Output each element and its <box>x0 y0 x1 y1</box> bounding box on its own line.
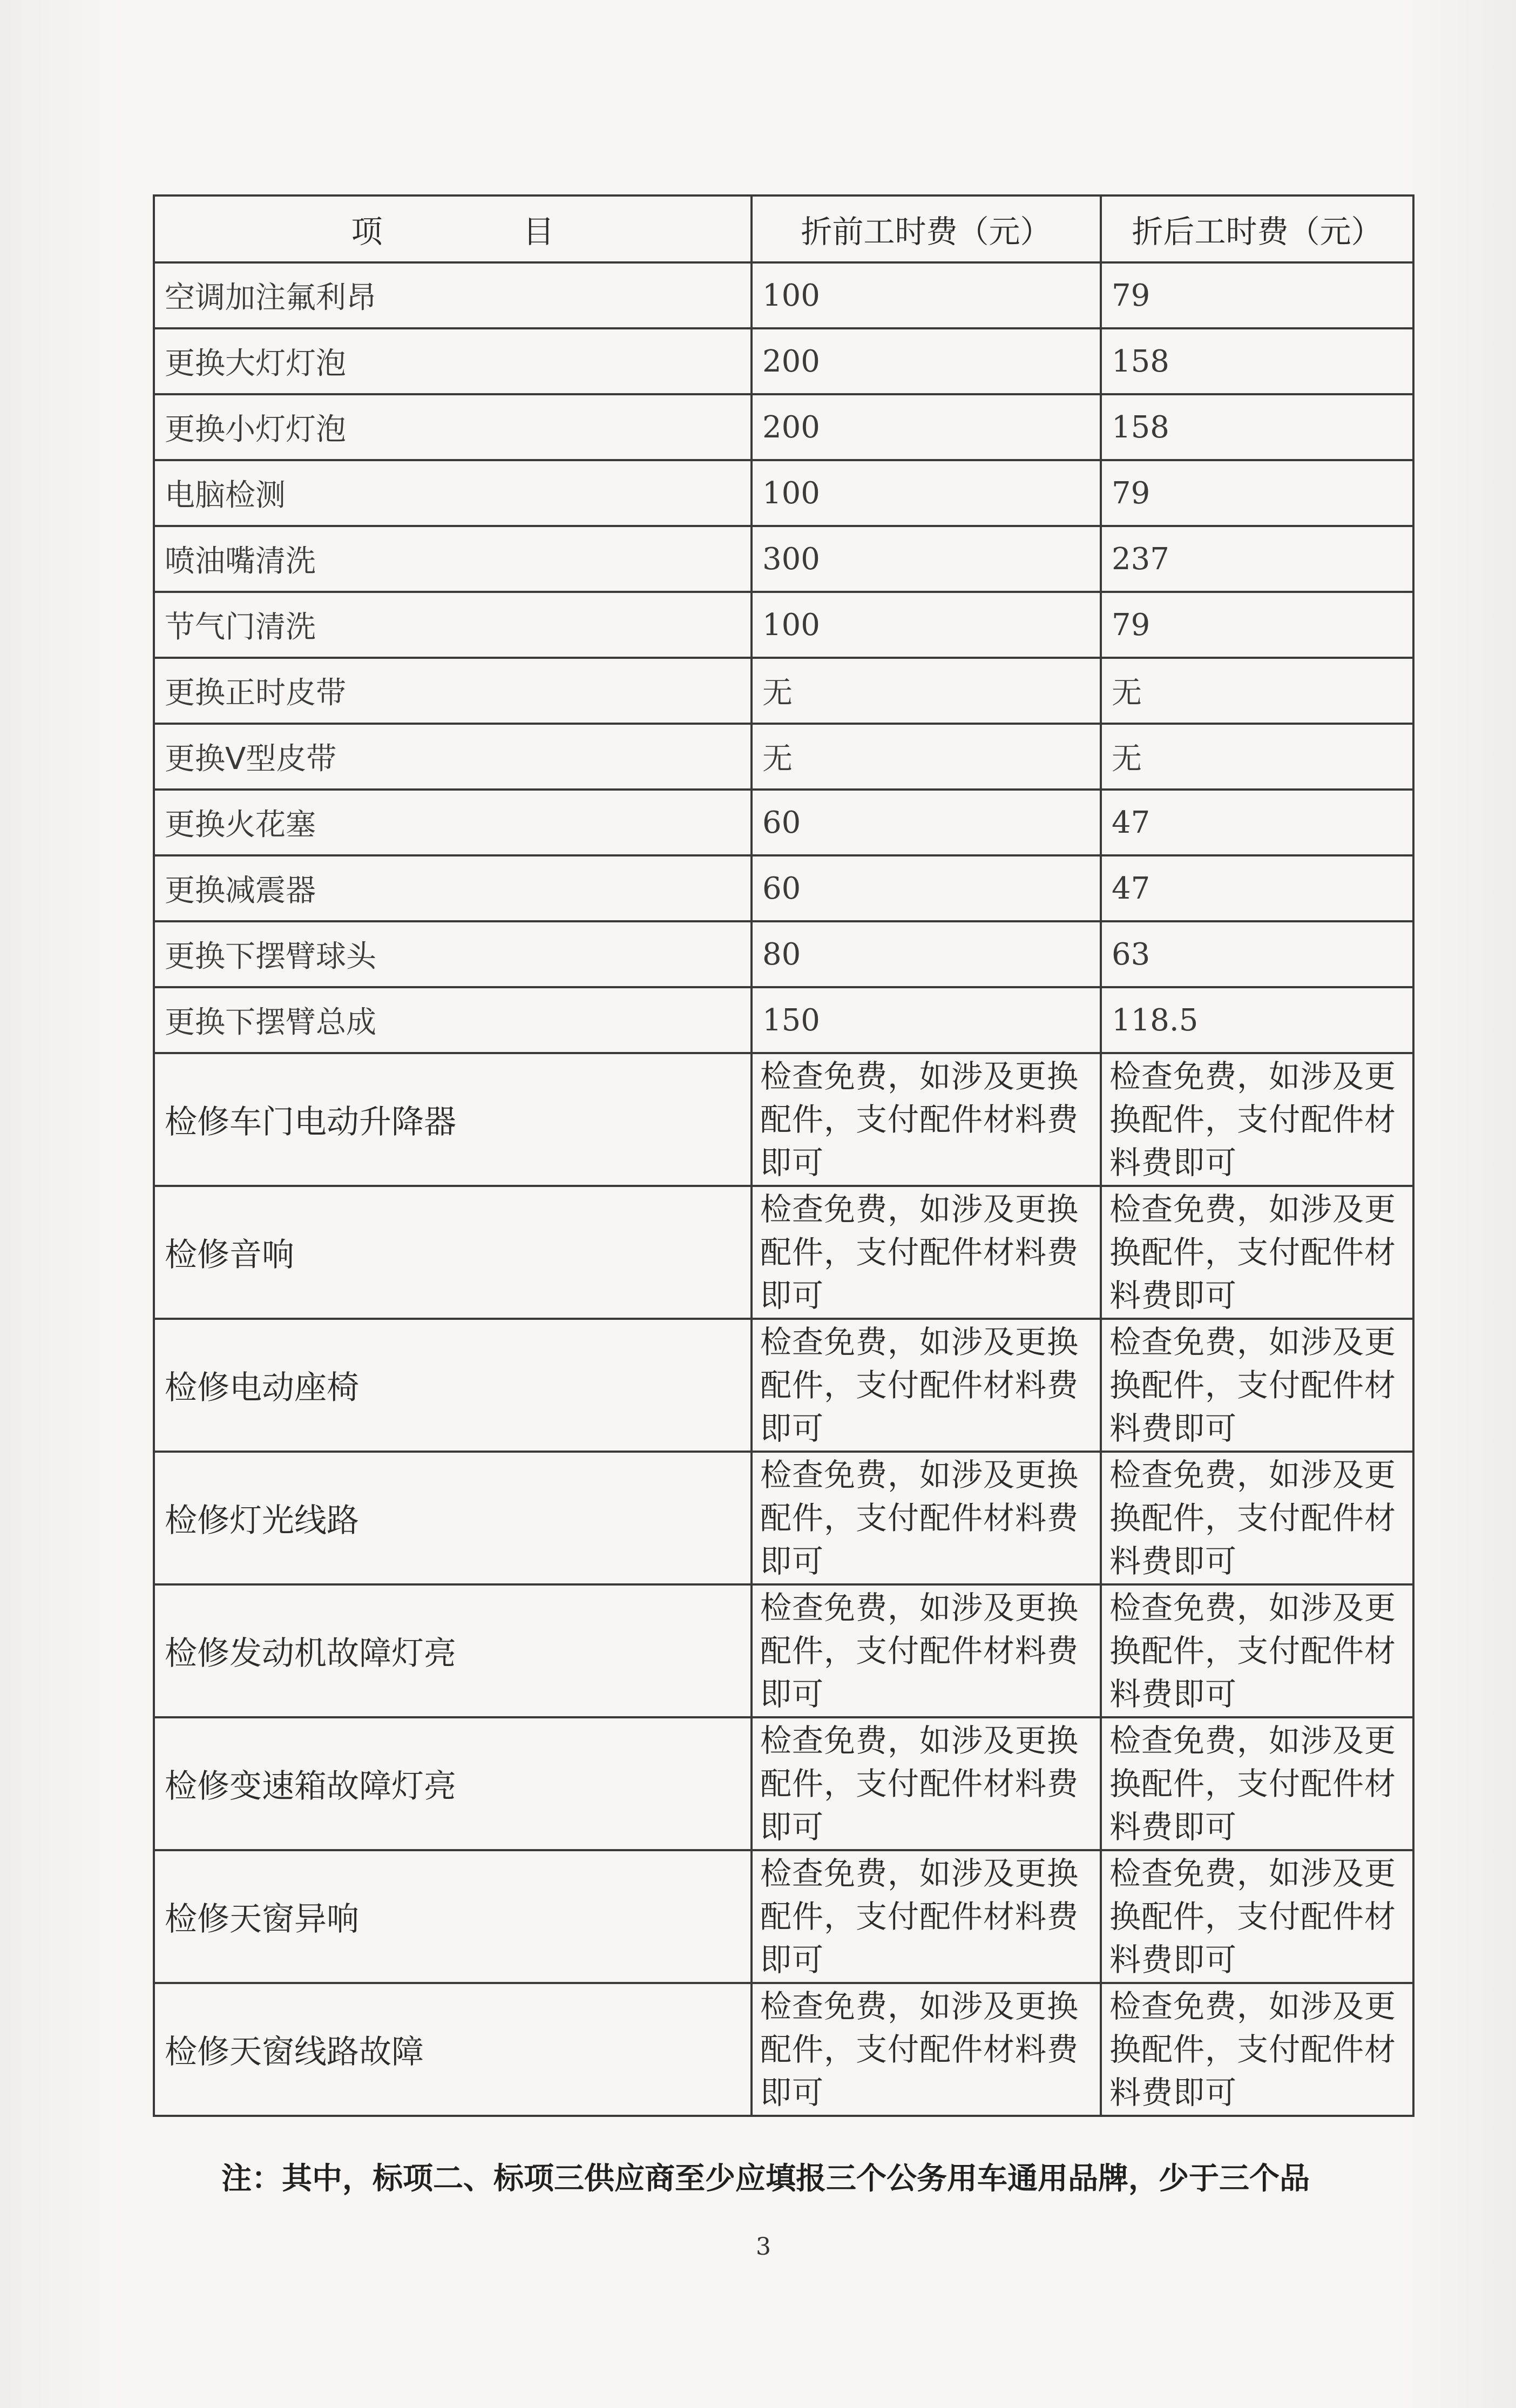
table-row <box>154 1584 1413 1717</box>
row-item: 检修电动座椅 <box>154 1319 752 1452</box>
note-line: 检查免费，如涉及更 <box>1109 1324 1397 1360</box>
row-after-fee: 无 <box>1101 658 1413 724</box>
table-row <box>154 1850 1413 1983</box>
row-before-note <box>752 1584 1101 1717</box>
row-before-fee: 200 <box>752 394 1101 460</box>
row-item: 更换V型皮带 <box>154 724 752 790</box>
table-row <box>154 1053 1413 1186</box>
table-row <box>154 724 1413 790</box>
note-line: 配件，支付配件材料费 <box>760 1898 1079 1935</box>
row-before-note <box>752 1717 1101 1850</box>
note-line: 检查免费，如涉及更换 <box>760 1456 1079 1493</box>
row-after-note <box>1101 1319 1413 1452</box>
row-before-fee: 100 <box>752 262 1101 328</box>
note-line: 换配件，支付配件材 <box>1109 2031 1397 2068</box>
table-row <box>154 855 1413 921</box>
note-line: 换配件，支付配件材 <box>1109 1234 1397 1271</box>
row-before-note <box>752 1319 1101 1452</box>
table-row <box>154 1319 1413 1452</box>
note-line: 配件，支付配件材料费 <box>760 1765 1079 1802</box>
row-after-fee: 无 <box>1101 724 1413 790</box>
note-line: 检查免费，如涉及更换 <box>760 1324 1079 1360</box>
note-line: 即可 <box>760 1676 824 1712</box>
note-line: 料费即可 <box>1109 1809 1237 1845</box>
row-before-fee: 300 <box>752 526 1101 592</box>
table-row <box>154 394 1413 460</box>
table-row <box>154 592 1413 658</box>
row-before-fee: 60 <box>752 855 1101 921</box>
note-line: 即可 <box>760 1144 824 1181</box>
row-after-note <box>1101 1717 1413 1850</box>
row-item: 更换下摆臂总成 <box>154 987 752 1053</box>
row-before-note <box>752 1186 1101 1319</box>
row-item: 更换火花塞 <box>154 790 752 855</box>
row-after-fee: 47 <box>1101 855 1413 921</box>
note-line: 料费即可 <box>1109 1543 1237 1580</box>
note-line: 检查免费，如涉及更 <box>1109 1058 1397 1095</box>
note-line: 检查免费，如涉及更换 <box>760 1589 1079 1626</box>
note-line: 配件，支付配件材料费 <box>760 1234 1079 1271</box>
row-item: 更换小灯灯泡 <box>154 394 752 460</box>
row-item: 检修发动机故障灯亮 <box>154 1584 752 1717</box>
note-line: 检查免费，如涉及更 <box>1109 1191 1397 1227</box>
footnote: 注：其中，标项二、标项三供应商至少应填报三个公务用车通用品牌，少于三个品 <box>221 2161 1310 2196</box>
row-before-fee: 无 <box>752 724 1101 790</box>
row-after-fee: 158 <box>1101 394 1413 460</box>
note-line: 配件，支付配件材料费 <box>760 1500 1079 1536</box>
row-item: 检修音响 <box>154 1186 752 1319</box>
table-row <box>154 262 1413 328</box>
row-before-fee: 100 <box>752 460 1101 526</box>
note-line: 检查免费，如涉及更 <box>1109 1456 1397 1493</box>
note-line: 即可 <box>760 1809 824 1845</box>
row-before-note <box>752 1053 1101 1186</box>
row-item: 更换大灯灯泡 <box>154 328 752 394</box>
row-item: 电脑检测 <box>154 460 752 526</box>
table-row <box>154 1983 1413 2116</box>
table-row <box>154 1452 1413 1584</box>
row-after-fee: 47 <box>1101 790 1413 855</box>
note-line: 即可 <box>760 1277 824 1314</box>
note-line: 换配件，支付配件材 <box>1109 1898 1397 1935</box>
note-line: 即可 <box>760 1941 824 1978</box>
note-line: 配件，支付配件材料费 <box>760 2031 1079 2068</box>
note-line: 料费即可 <box>1109 1277 1237 1314</box>
note-line: 检查免费，如涉及更 <box>1109 1855 1397 1892</box>
header-before-discount: 折前工时费（元） <box>752 195 1101 262</box>
row-item: 更换下摆臂球头 <box>154 921 752 987</box>
note-line: 料费即可 <box>1109 2074 1237 2111</box>
simple-rows <box>154 262 1413 1053</box>
row-item: 检修天窗异响 <box>154 1850 752 1983</box>
table-row <box>154 460 1413 526</box>
note-line: 检查免费，如涉及更换 <box>760 1988 1079 2025</box>
row-after-note <box>1101 1850 1413 1983</box>
note-line: 检查免费，如涉及更 <box>1109 1589 1397 1626</box>
row-before-fee: 80 <box>752 921 1101 987</box>
note-line: 即可 <box>760 1410 824 1447</box>
note-line: 换配件，支付配件材 <box>1109 1500 1397 1536</box>
row-item: 检修变速箱故障灯亮 <box>154 1717 752 1850</box>
row-before-note <box>752 1452 1101 1584</box>
inspection-rows <box>154 1053 1413 2116</box>
row-before-fee: 无 <box>752 658 1101 724</box>
row-after-fee: 79 <box>1101 262 1413 328</box>
header-item-part1: 项 <box>351 213 383 250</box>
row-after-note <box>1101 1452 1413 1584</box>
note-line: 即可 <box>760 1543 824 1580</box>
row-item: 空调加注氟利昂 <box>154 262 752 328</box>
row-after-note <box>1101 1983 1413 2116</box>
table-row <box>154 921 1413 987</box>
note-line: 配件，支付配件材料费 <box>760 1367 1079 1404</box>
row-before-fee: 200 <box>752 328 1101 394</box>
note-line: 料费即可 <box>1109 1676 1237 1712</box>
table-row <box>154 1186 1413 1319</box>
row-before-fee: 150 <box>752 987 1101 1053</box>
row-item: 喷油嘴清洗 <box>154 526 752 592</box>
table-row <box>154 790 1413 855</box>
table-row <box>154 658 1413 724</box>
note-line: 料费即可 <box>1109 1410 1237 1447</box>
note-line: 料费即可 <box>1109 1941 1237 1978</box>
note-line: 检查免费，如涉及更换 <box>760 1722 1079 1759</box>
table-row <box>154 1717 1413 1850</box>
row-before-note <box>752 1983 1101 2116</box>
row-after-fee: 237 <box>1101 526 1413 592</box>
note-line: 检查免费，如涉及更换 <box>760 1058 1079 1095</box>
labor-fee-table <box>153 194 1415 2117</box>
note-line: 料费即可 <box>1109 1144 1237 1181</box>
row-after-note <box>1101 1186 1413 1319</box>
note-line: 换配件，支付配件材 <box>1109 1367 1397 1404</box>
note-line: 即可 <box>760 2074 824 2111</box>
header-item <box>154 195 752 262</box>
note-line: 检查免费，如涉及更 <box>1109 1722 1397 1759</box>
table-row <box>154 328 1413 394</box>
note-line: 检查免费，如涉及更换 <box>760 1191 1079 1227</box>
row-after-note <box>1101 1053 1413 1186</box>
table-header-row <box>154 195 1413 262</box>
row-item: 检修灯光线路 <box>154 1452 752 1584</box>
row-item: 检修车门电动升降器 <box>154 1053 752 1186</box>
table-row <box>154 987 1413 1053</box>
row-before-note <box>752 1850 1101 1983</box>
note-line: 检查免费，如涉及更换 <box>760 1855 1079 1892</box>
note-line: 检查免费，如涉及更 <box>1109 1988 1397 2025</box>
row-after-fee: 79 <box>1101 460 1413 526</box>
row-before-fee: 60 <box>752 790 1101 855</box>
row-after-fee: 79 <box>1101 592 1413 658</box>
row-item: 检修天窗线路故障 <box>154 1983 752 2116</box>
note-line: 换配件，支付配件材 <box>1109 1765 1397 1802</box>
header-item-part2: 目 <box>523 213 554 250</box>
note-line: 换配件，支付配件材 <box>1109 1633 1397 1669</box>
row-after-fee: 63 <box>1101 921 1413 987</box>
row-item: 更换正时皮带 <box>154 658 752 724</box>
row-item: 节气门清洗 <box>154 592 752 658</box>
row-after-fee: 118.5 <box>1101 987 1413 1053</box>
row-before-fee: 100 <box>752 592 1101 658</box>
note-line: 换配件，支付配件材 <box>1109 1101 1397 1138</box>
page-number: 3 <box>756 2233 771 2261</box>
row-item: 更换减震器 <box>154 855 752 921</box>
note-line: 配件，支付配件材料费 <box>760 1101 1079 1138</box>
row-after-fee: 158 <box>1101 328 1413 394</box>
note-line: 配件，支付配件材料费 <box>760 1633 1079 1669</box>
header-after-discount: 折后工时费（元） <box>1101 195 1413 262</box>
table-row <box>154 526 1413 592</box>
row-after-note <box>1101 1584 1413 1717</box>
